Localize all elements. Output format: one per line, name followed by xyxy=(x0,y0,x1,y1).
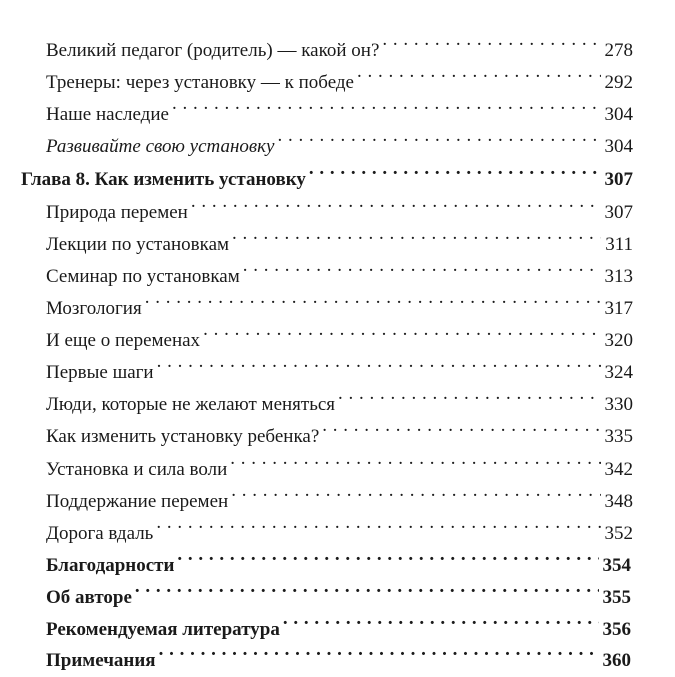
dot-leader xyxy=(159,634,599,666)
toc-entry-page: 335 xyxy=(604,426,633,447)
toc-entry xyxy=(0,24,633,61)
toc-backmatter-title: Об авторе xyxy=(46,587,132,608)
toc-entry-page: 307 xyxy=(604,202,633,223)
toc-entry xyxy=(0,186,633,223)
toc-chapter-page: 307 xyxy=(604,169,633,190)
dot-leader xyxy=(172,88,601,120)
dot-leader xyxy=(338,378,600,410)
toc-entry xyxy=(0,88,633,125)
toc-entry xyxy=(0,410,633,447)
dot-leader xyxy=(309,153,601,185)
toc-entry-title: Наше наследие xyxy=(46,104,169,125)
toc-entry-page: 330 xyxy=(604,394,633,415)
toc-entry xyxy=(0,378,633,415)
toc-entry xyxy=(0,218,633,255)
toc-backmatter-page: 360 xyxy=(602,650,631,671)
toc-entry xyxy=(0,56,633,93)
dot-leader xyxy=(145,282,601,314)
toc-entry-title: И еще о переменах xyxy=(46,330,201,351)
toc-entry-title: Люди, которые не желают меняться xyxy=(46,394,336,415)
dot-leader xyxy=(243,250,601,282)
dot-leader xyxy=(135,571,599,603)
toc-backmatter-page: 356 xyxy=(602,619,631,640)
toc-chapter-entry xyxy=(0,153,633,190)
toc-entry-page: 304 xyxy=(604,104,633,125)
toc-entry-page: 320 xyxy=(604,330,633,351)
toc-backmatter-page: 355 xyxy=(602,587,631,608)
toc-entry-page: 324 xyxy=(604,362,633,383)
toc-backmatter-title: Благодарности xyxy=(46,555,175,576)
dot-leader xyxy=(322,410,600,442)
toc-entry xyxy=(0,346,633,383)
dot-leader xyxy=(230,443,600,475)
dot-leader xyxy=(232,218,601,250)
toc-entry-page: 348 xyxy=(604,491,633,512)
toc-entry-title: Тренеры: через установку — к победе xyxy=(46,72,354,93)
toc-chapter-title: Глава 8. Как изменить установку xyxy=(21,169,306,190)
toc-entry xyxy=(0,120,633,157)
toc-entry-page: 317 xyxy=(604,298,633,319)
toc-backmatter-entry xyxy=(0,539,631,576)
toc-entry xyxy=(0,475,633,512)
toc-backmatter-entry xyxy=(0,634,631,671)
toc-entry-title: Поддержание перемен xyxy=(46,491,229,512)
toc-entry-page: 304 xyxy=(604,136,633,157)
dot-leader xyxy=(382,24,600,56)
toc-entry xyxy=(0,250,633,287)
toc-entry-title: Великий педагог (родитель) — какой он? xyxy=(46,40,380,61)
toc-backmatter-entry xyxy=(0,571,631,608)
toc-entry xyxy=(0,507,633,544)
toc-entry xyxy=(0,282,633,319)
toc-entry-title: Первые шаги xyxy=(46,362,154,383)
dot-leader xyxy=(231,475,600,507)
dot-leader xyxy=(156,507,600,539)
dot-leader xyxy=(357,56,601,88)
toc-entry-title: Развивайте свою установку xyxy=(46,136,275,157)
toc-entry-page: 292 xyxy=(604,72,633,93)
toc-entry-page: 278 xyxy=(604,40,633,61)
toc-entry-page: 352 xyxy=(604,523,633,544)
toc-entry-title: Дорога вдаль xyxy=(46,523,154,544)
dot-leader xyxy=(277,120,600,152)
toc-backmatter-title: Примечания xyxy=(46,650,156,671)
dot-leader xyxy=(203,314,600,346)
toc-entry-title: Как изменить установку ребенка? xyxy=(46,426,320,447)
toc-entry-title: Мозгология xyxy=(46,298,142,319)
toc-backmatter-title: Рекомендуемая литература xyxy=(46,619,280,640)
toc-entry-title: Природа перемен xyxy=(46,202,188,223)
dot-leader xyxy=(157,346,601,378)
toc-entry xyxy=(0,314,633,351)
toc-entry-title: Семинар по установкам xyxy=(46,266,240,287)
toc-entry-title: Лекции по установкам xyxy=(46,234,230,255)
dot-leader xyxy=(191,186,601,218)
toc-entry-page: 313 xyxy=(604,266,633,287)
dot-leader xyxy=(283,603,599,635)
toc-entry-title: Установка и сила воли xyxy=(46,459,228,480)
toc-entry-page: 342 xyxy=(604,459,633,480)
toc-entry xyxy=(0,443,633,480)
toc-entry-page: 311 xyxy=(605,234,633,255)
dot-leader xyxy=(177,539,598,571)
toc-backmatter-entry xyxy=(0,603,631,640)
toc-backmatter-page: 354 xyxy=(602,555,631,576)
